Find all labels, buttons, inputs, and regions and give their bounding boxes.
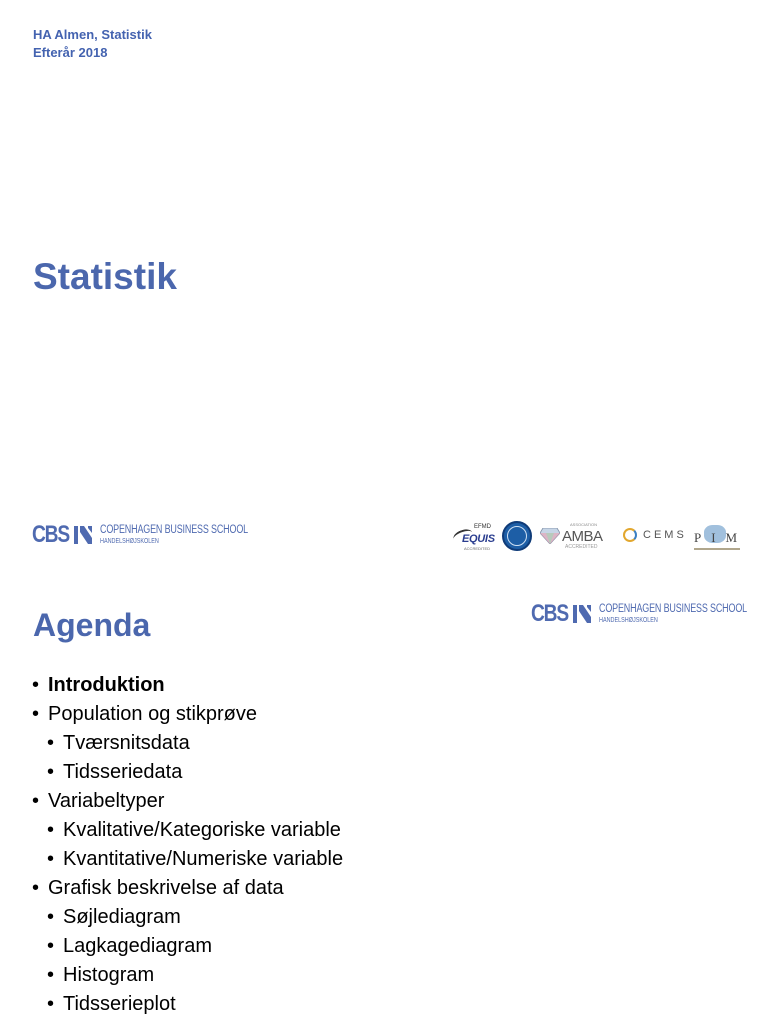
agenda-item: • Variabeltyper (32, 787, 343, 816)
bullet: • (47, 732, 55, 754)
agenda-subitem: • Kvantitative/Numeriske variable (32, 845, 343, 874)
cbs-mark-icon (571, 603, 593, 625)
course-line-1: HA Almen, Statistik (33, 27, 152, 42)
amba-top: ASSOCIATION (570, 522, 598, 527)
bullet: • (47, 819, 55, 841)
cbs-name: COPENHAGEN BUSINESS SCHOOL (100, 524, 249, 536)
slide-title: Statistik (33, 256, 177, 297)
bullet: • (32, 703, 40, 725)
agenda-item: • Introduktion (32, 671, 343, 700)
agenda-list (32, 671, 343, 1019)
agenda-item: • Population og stikprøve (32, 700, 343, 729)
cbs-name: COPENHAGEN BUSINESS SCHOOL (599, 603, 748, 615)
cbs-mark-icon (72, 524, 94, 546)
equis-caption: ACCREDITED (464, 546, 491, 551)
cbs-logo (32, 523, 290, 547)
equis-logo (450, 520, 496, 552)
bullet: • (47, 761, 55, 783)
agenda-subitem: • Histogram (32, 961, 343, 990)
bullet: • (32, 877, 40, 899)
aacsb-seal-icon (502, 521, 532, 551)
bullet: • (32, 674, 40, 696)
course-line-2: Efterår 2018 (33, 45, 108, 60)
bullet: • (47, 993, 55, 1015)
equis-main: EQUIS (462, 533, 495, 545)
amba-gem-icon (540, 528, 560, 544)
cbs-subname: HANDELSHØJSKOLEN (100, 538, 160, 545)
agenda-title: Agenda (33, 607, 151, 643)
pim-logo (692, 522, 748, 552)
cbs-subname: HANDELSHØJSKOLEN (599, 617, 659, 624)
course-info (33, 26, 152, 62)
agenda-subitem: • Tidsserieplot (32, 990, 343, 1019)
bullet: • (47, 935, 55, 957)
amba-word: AMBA (562, 528, 603, 545)
agenda-subitem: • Tidsseriedata (32, 758, 343, 787)
amba-caption: ACCREDITED (565, 544, 598, 550)
cbs-logo (531, 602, 768, 626)
equis-sub: EFMD (474, 524, 491, 530)
agenda-subitem: • Tværsnitsdata (32, 729, 343, 758)
bullet: • (32, 790, 40, 812)
cems-ring-icon (623, 528, 637, 542)
cems-logo (623, 528, 687, 542)
cbs-letters: CBS (32, 521, 69, 548)
agenda-item: • Grafisk beskrivelse af data (32, 874, 343, 903)
agenda-subitem: • Lagkagediagram (32, 932, 343, 961)
agenda-slide (0, 575, 768, 1024)
amba-logo (540, 522, 602, 552)
bullet: • (47, 964, 55, 986)
agenda-subitem: • Søjlediagram (32, 903, 343, 932)
accreditation-logos (450, 518, 748, 556)
agenda-subitem: • Kvalitative/Kategoriske variable (32, 816, 343, 845)
cems-word: CEMS (643, 529, 687, 541)
pim-letters: PIM (694, 530, 748, 545)
cbs-letters: CBS (531, 600, 568, 627)
bullet: • (47, 848, 55, 870)
bullet: • (47, 906, 55, 928)
